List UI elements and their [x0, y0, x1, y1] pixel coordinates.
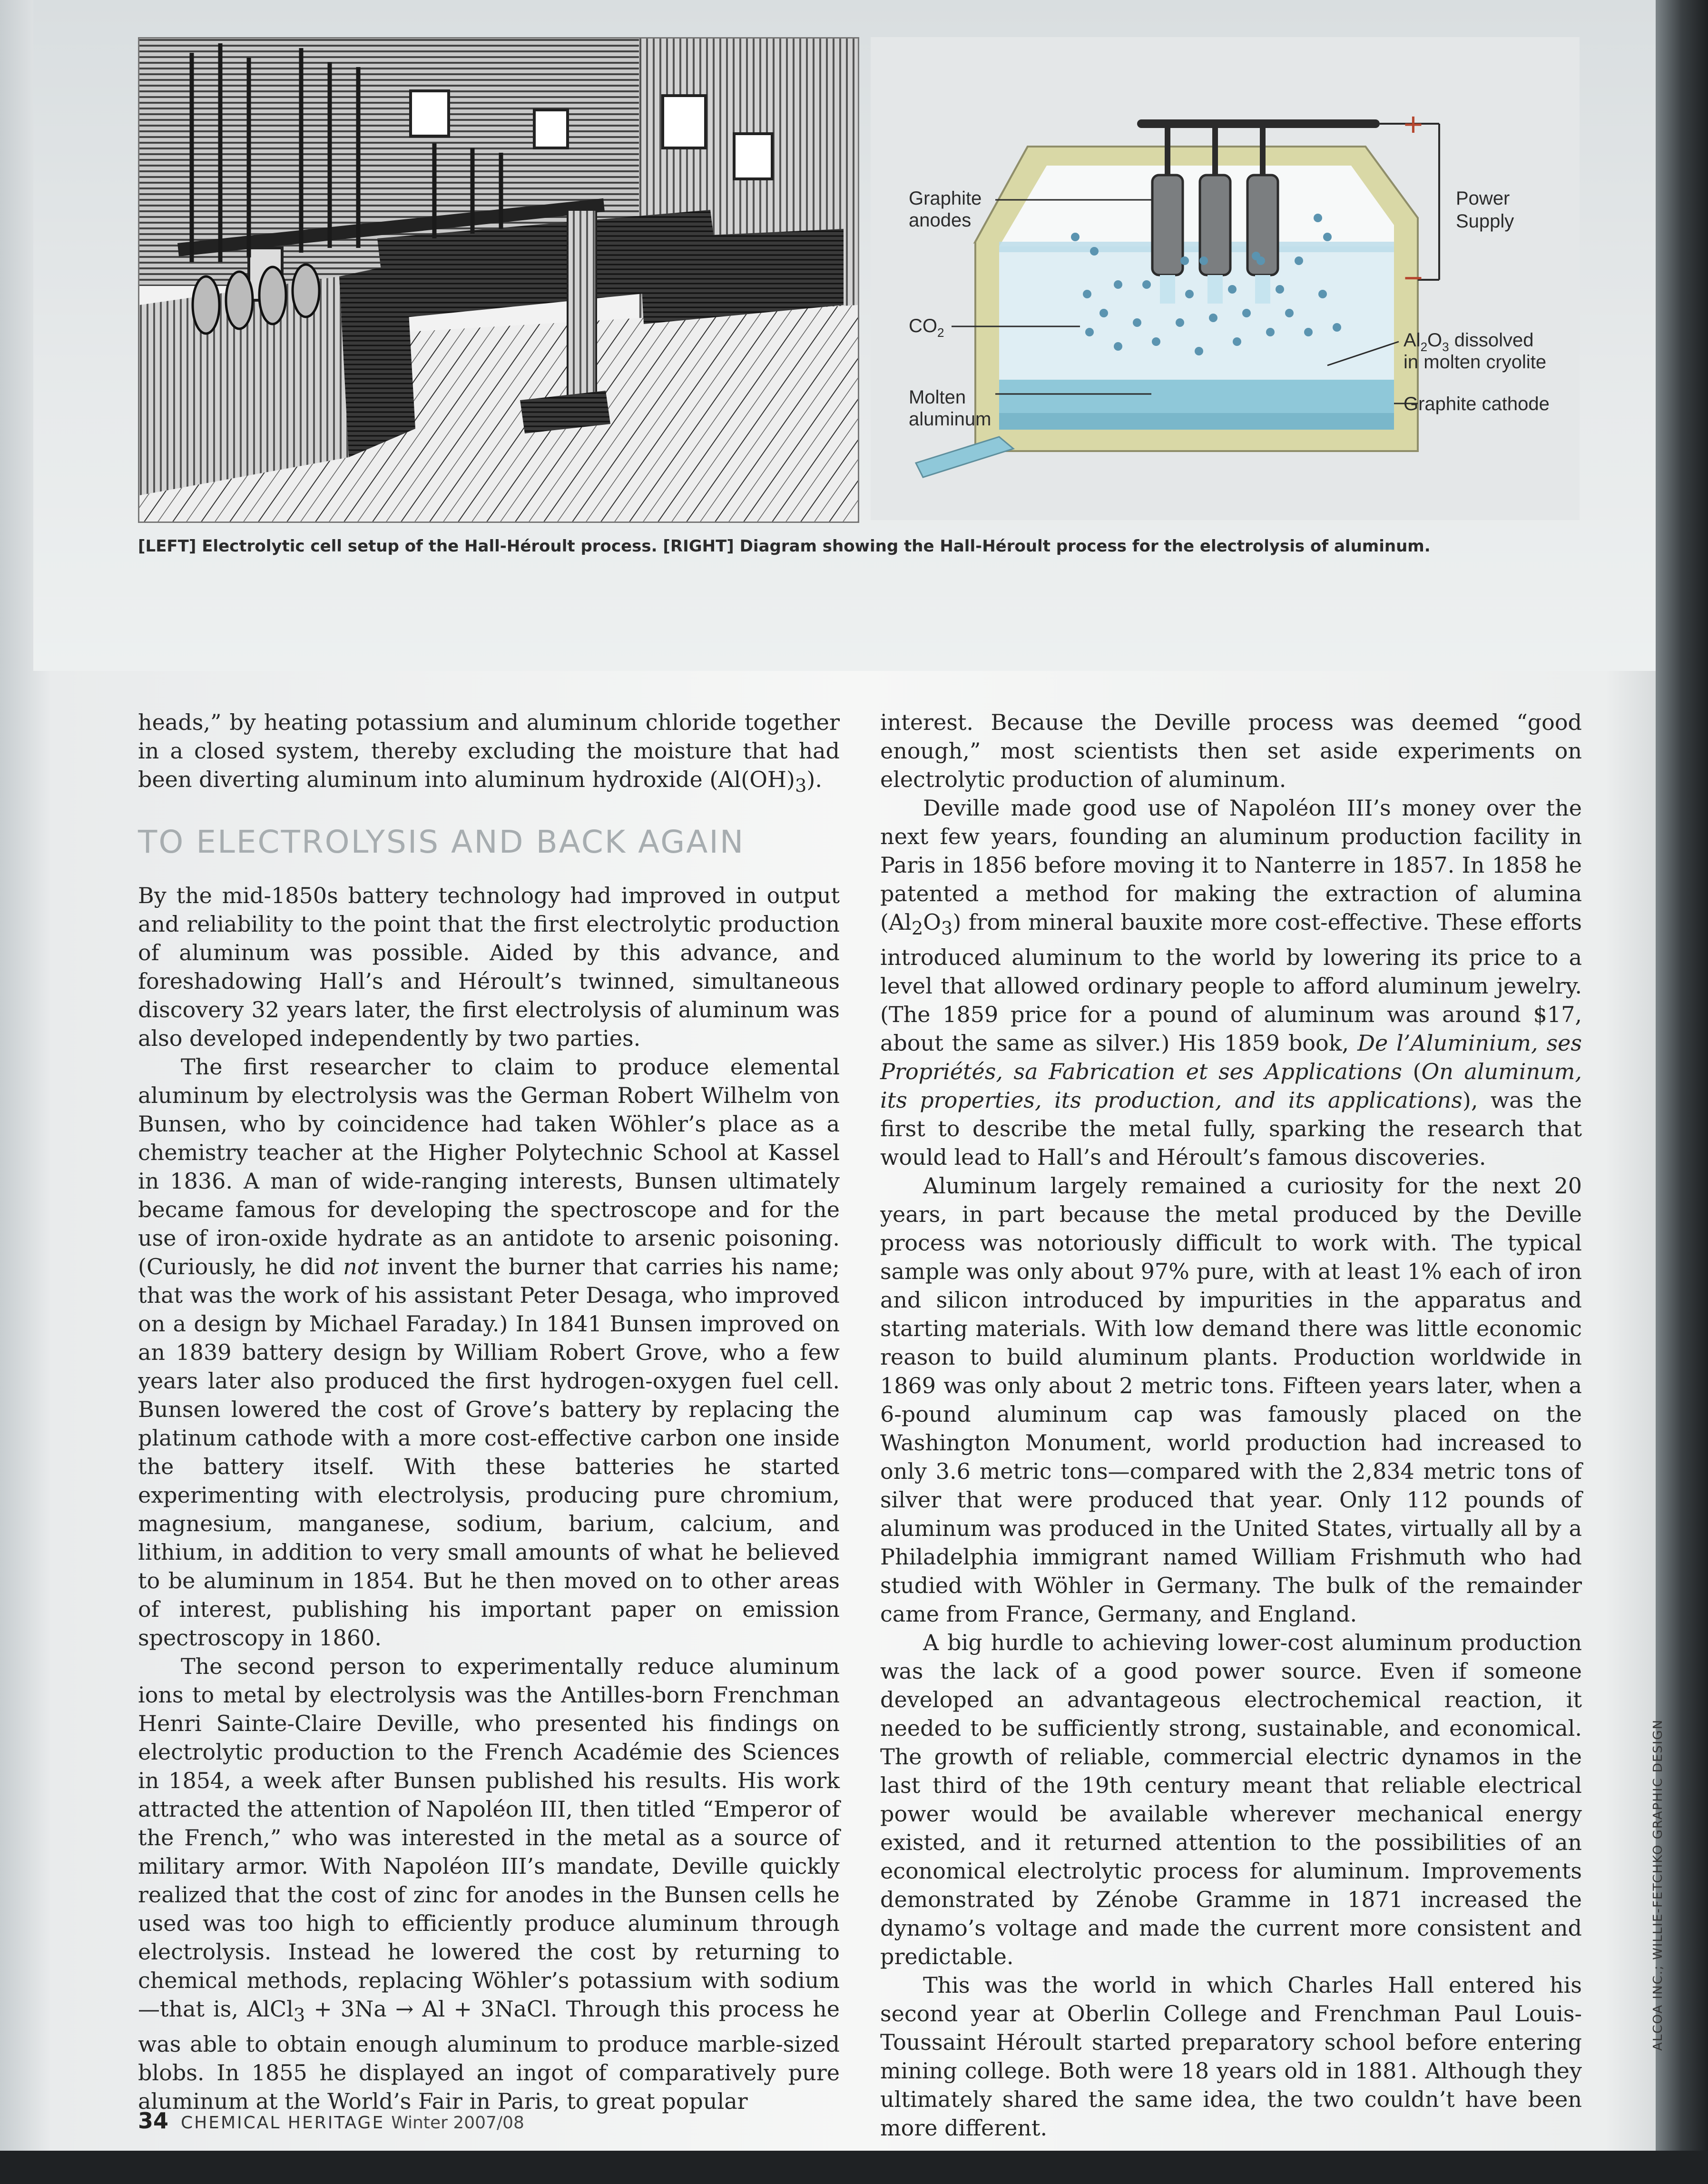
- page-footer: [138, 2108, 524, 2134]
- hall-heroult-diagram: [871, 37, 1580, 520]
- label-power-supply-line2: Supply: [1456, 211, 1514, 232]
- scan-border: [0, 2151, 1708, 2184]
- figure-caption: [LEFT] Electrolytic cell setup of the Hall-Héroult process. [RIGHT] Diagram showing the Hall-Héroult process for the electrolysis of aluminum.: [138, 537, 1431, 556]
- electrolytic-cell-engraving: [139, 39, 858, 521]
- magazine-name: CHEMICAL HERITAGE: [181, 2113, 385, 2133]
- section-heading: TO ELECTROLYSIS AND BACK AGAIN: [138, 824, 745, 861]
- article-column-right: [880, 708, 1582, 2142]
- page-number: 34: [138, 2108, 169, 2134]
- label-graphite-anodes-line2: anodes: [909, 210, 972, 231]
- positive-terminal: +: [1404, 106, 1423, 143]
- paragraph: The second person to experimentally reduce aluminum ions to metal by electrolysis was the Antilles-born Frenchman Henri Sainte-Claire Deville, who presented his findings on electrolytic production to the French Académie des Sciences in 1854, a week after Bunsen published his results. His work attracted the attention of Napoléon III, then titled “Emperor of the French,” who was interested in the metal as a source of military armor. With Napoléon III’s mandate, Deville quickly realized that the cost of zinc for anodes in the Bunsen cells he used was too high to efficiently produce aluminum through electrolysis. Instead he lowered the cost by returning to chemical methods, replacing Wöhler’s potassium with sodium—that is, AlCl$_3$ + 3Na → Al + 3NaCl. Through this process he was able to obtain enough aluminum to produce marble-sized blobs. In 1855 he displayed an ingot of comparatively pure aluminum at the World’s Fair in Paris, to great popular: [138, 1653, 840, 2115]
- issue-date: Winter 2007/08: [391, 2113, 524, 2133]
- label-molten-aluminum-line2: aluminum: [909, 409, 991, 430]
- paragraph: Deville made good use of Napoléon III’s money over the next few years, founding an aluminum production facility in Paris in 1856 before moving it to Nanterre in 1857. In 1858 he patented a method for making the extraction of alumina $(Al_2O_3)$ from mineral bauxite more cost-effective. These efforts introduced aluminum to the world by lowering its price to a level that allowed ordinary people to afford aluminum jewelry. (The 1859 price for a pound of aluminum was around $17, about the same as silver.) His 1859 book, De l’Aluminium, ses Propriétés, sa Fabrication et ses Applications (On aluminum, its properties, its production, and its applications), was the first to describe the metal fully, sparking the research that would lead to Hall’s and Héroult’s famous discoveries.: [880, 795, 1582, 1171]
- electrolytic-cell-photo: [138, 37, 859, 523]
- label-graphite-anodes-line1: Graphite: [909, 188, 982, 209]
- image-credit: ALCOA INC.; WILLIE-FETCHKO GRAPHIC DESIGN: [1651, 1719, 1665, 2051]
- tap-spout: [916, 437, 1013, 477]
- hall-heroult-diagram-svg: [871, 37, 1580, 520]
- article-column-left: [138, 708, 840, 2115]
- label-power-supply-line1: Power: [1456, 188, 1510, 209]
- paragraph: heads,” by heating potassium and aluminum chloride together in a closed system, thereby excluding the moisture that had been diverting aluminum into aluminum hydroxide $(Al(OH)_3)$.: [138, 709, 840, 797]
- label-molten-aluminum-line1: Molten: [909, 387, 966, 408]
- paragraph: This was the world in which Charles Hall entered his second year at Oberlin College and Frenchman Paul Louis-Toussaint Héroult started preparatory school before entering mining college. Both were 18 years old in 1881. Although they ultimately shared the same idea, the two couldn’t have been more different.: [880, 1972, 1582, 2141]
- label-graphite-cathode: Graphite cathode: [1404, 394, 1550, 414]
- paragraph: The first researcher to claim to produce elemental aluminum by electrolysis was the German Robert Wilhelm von Bunsen, who by coincidence had taken Wöhler’s place as a chemistry teacher at the Higher Polytechnic School at Kassel in 1836. A man of wide-ranging interests, Bunsen ultimately became famous for developing the spectroscope and for the use of iron-oxide hydrate as an antidote to arsenic poisoning. (Curiously, he did not invent the burner that carries his name; that was the work of his assistant Peter Desaga, who improved on a design by Michael Faraday.) In 1841 Bunsen improved on an 1839 battery design by William Robert Grove, who a few years later also produced the first hydrogen-oxygen fuel cell. Bunsen lowered the cost of Grove’s battery by replacing the platinum cathode with a more cost-effective carbon one inside the battery itself. With these batteries he started experimenting with electrolysis, producing pure chromium, magnesium, manganese, sodium, barium, calcium, and lithium, in addition to very small amounts of what he believed to be aluminum in 1854. But he then moved on to other areas of interest, publishing his important paper on emission spectroscopy in 1860.: [138, 1054, 840, 1651]
- paragraph: interest. Because the Deville process was deemed “good enough,” most scientists then set aside experiments on electrolytic production of aluminum.: [880, 709, 1582, 792]
- paragraph: By the mid-1850s battery technology had improved in output and reliability to the point that the first electrolytic production of aluminum was possible. Aided by this advance, and foreshadowing Hall’s and Héroult’s twinned, simultaneous discovery 32 years later, the first electrolysis of aluminum was also developed independently by two parties.: [138, 883, 840, 1052]
- label-co2: $CO_2$: [909, 315, 944, 340]
- negative-terminal: −: [1404, 259, 1423, 296]
- paragraph: A big hurdle to achieving lower-cost aluminum production was the lack of a good power source. Even if someone developed an advantageous electrochemical reaction, it needed to be sufficiently strong, sustainable, and economical. The growth of reliable, commercial electric dynamos in the last third of the 19th century meant that reliable electrical power would be available wherever mechanical energy existed, and it returned attention to the possibilities of an economical electrolytic process for aluminum. Improvements demonstrated by Zénobe Gramme in 1871 increased the dynamo’s voltage and made the current more consistent and predictable.: [880, 1630, 1582, 1970]
- paragraph: Aluminum largely remained a curiosity for the next 20 years, in part because the metal produced by the Deville process was notoriously difficult to work with. The typical sample was only about 97% pure, with at least 1% each of iron and silicon introduced by impurities in the apparatus and starting materials. With low demand there was little economic reason to build aluminum plants. Production worldwide in 1869 was only about 2 metric tons. Fifteen years later, when a 6-pound aluminum cap was famously placed on the Washington Monument, world production had increased to only 3.6 metric tons—compared with the 2,834 metric tons of silver that were produced that year. Only 112 pounds of aluminum was produced in the United States, virtually all by a Philadelphia immigrant named William Frishmuth who had studied with Wöhler in Germany. The bulk of the remainder came from France, Germany, and England.: [880, 1173, 1582, 1627]
- label-alumina-dissolved: $Al_2O_3$ dissolved: [1404, 330, 1534, 354]
- label-molten-cryolite: in molten cryolite: [1404, 352, 1547, 373]
- bus-bar: [1137, 119, 1380, 128]
